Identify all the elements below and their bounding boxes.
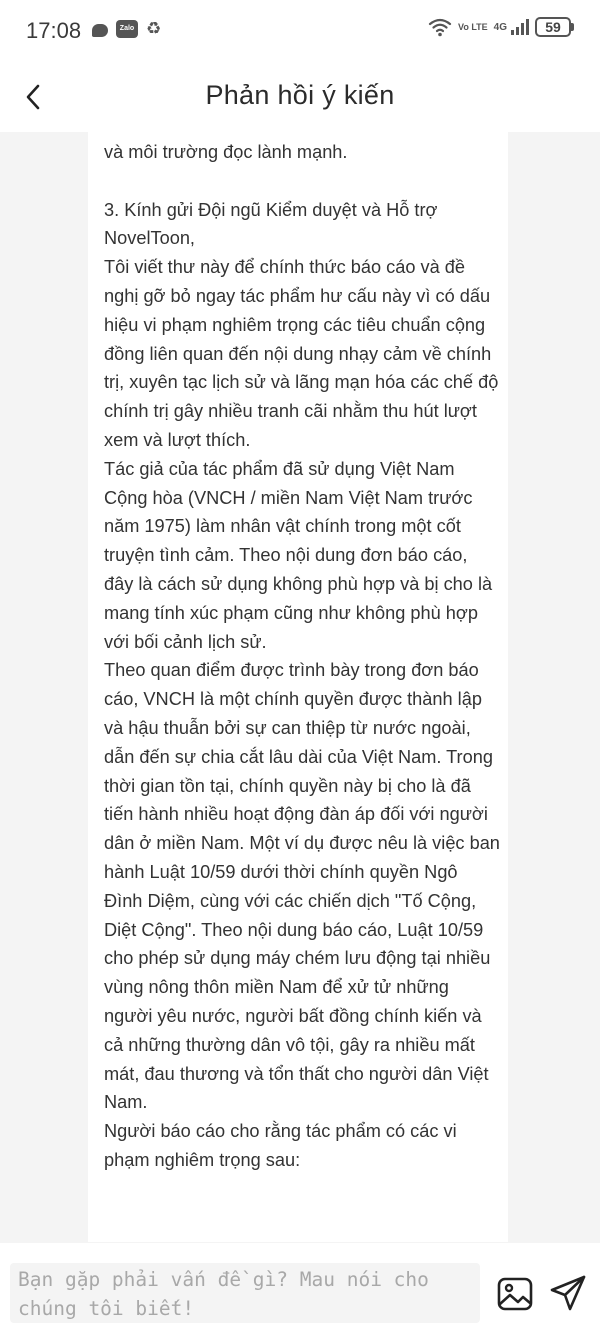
network-type: 4G bbox=[493, 21, 507, 33]
paragraph: Theo quan điểm được trình bày trong đơn báo cáo, VNCH là một chính quyền được thành lập và hậu thuẫn bởi sự can thiệp từ nước ngoài, dẫn đến sự chia cắt lâu dài của Việt Nam. Trong thời gian tồn tại, chính quyền này bị cho là đã tiến hành nhiều hoạt động đàn áp đối với người dân ở miền Nam. Một ví dụ được nêu là việc ban hành Luật 10/59 dưới thời chính quyền Ngô Đình Diệm, cùng với các chiến dịch "Tố Cộng, Diệt Cộng". Theo nội dung báo cáo, Luật 10/59 cho phép sử dụng máy chém lưu động tại nhiều vùng nông thôn miền Nam để xử tử những người yêu nước, người bất đồng chính kiến và cả những thường dân vô tội, gây ra nhiều mất mát, đau thương và tổn thất cho người dân Việt Nam. bbox=[104, 660, 500, 1113]
battery-icon bbox=[535, 17, 574, 37]
paragraph: 3. Kính gửi Đội ngũ Kiểm duyệt và Hỗ trợ NovelToon, bbox=[104, 199, 438, 249]
feedback-text bbox=[104, 138, 500, 1175]
system-indicators bbox=[428, 17, 574, 37]
image-icon[interactable] bbox=[496, 1275, 534, 1313]
feedback-content[interactable] bbox=[88, 132, 508, 1242]
paragraph: và môi trường đọc lành mạnh. bbox=[104, 142, 348, 162]
paragraph: Tôi viết thư này để chính thức báo cáo và đề nghị gỡ bỏ ngay tác phẩm hư cấu này vì có dấu hiệu vi phạm nghiêm trọng các tiêu chuẩn cộng đồng liên quan đến nội dung nhạy cảm về chính trị, xuyên tạc lịch sử và lãng mạn hóa các chế độ chính trị gây nhiều tranh cãi nhằm thu hút lượt xem và lượt thích. bbox=[104, 257, 499, 450]
paragraph: Tác giả của tác phẩm đã sử dụng Việt Nam Cộng hòa (VNCH / miền Nam Việt Nam trước năm 1975) làm nhân vật chính trong một cốt truyện tình cảm. Theo nội dung đơn báo cáo, đây là cách sử dụng không phù hợp và bị cho là mang tính xúc phạm cũng như không phù hợp với bối cảnh lịch sử. bbox=[104, 458, 493, 652]
page-title: Phản hồi ý kiến bbox=[205, 80, 395, 110]
status-bar bbox=[0, 0, 600, 62]
chat-bubble-icon bbox=[92, 24, 108, 37]
signal-icon bbox=[511, 19, 529, 35]
volte-indicator: Vo LTE bbox=[457, 21, 488, 32]
feedback-input[interactable] bbox=[10, 1263, 480, 1323]
wifi-icon bbox=[428, 17, 452, 37]
paragraph: Người báo cáo cho rằng tác phẩm có các vi phạm nghiêm trọng sau: bbox=[104, 1121, 457, 1170]
send-icon[interactable] bbox=[548, 1273, 588, 1313]
blank-line bbox=[104, 167, 500, 196]
battery-level: 59 bbox=[535, 17, 571, 37]
recycle-icon: ♻ bbox=[146, 19, 162, 38]
status-time: 17:08 bbox=[26, 18, 82, 43]
app-header bbox=[0, 62, 600, 132]
notification-icons bbox=[92, 20, 161, 38]
composer-bar bbox=[0, 1243, 600, 1343]
zalo-icon: Zalo bbox=[116, 20, 138, 38]
